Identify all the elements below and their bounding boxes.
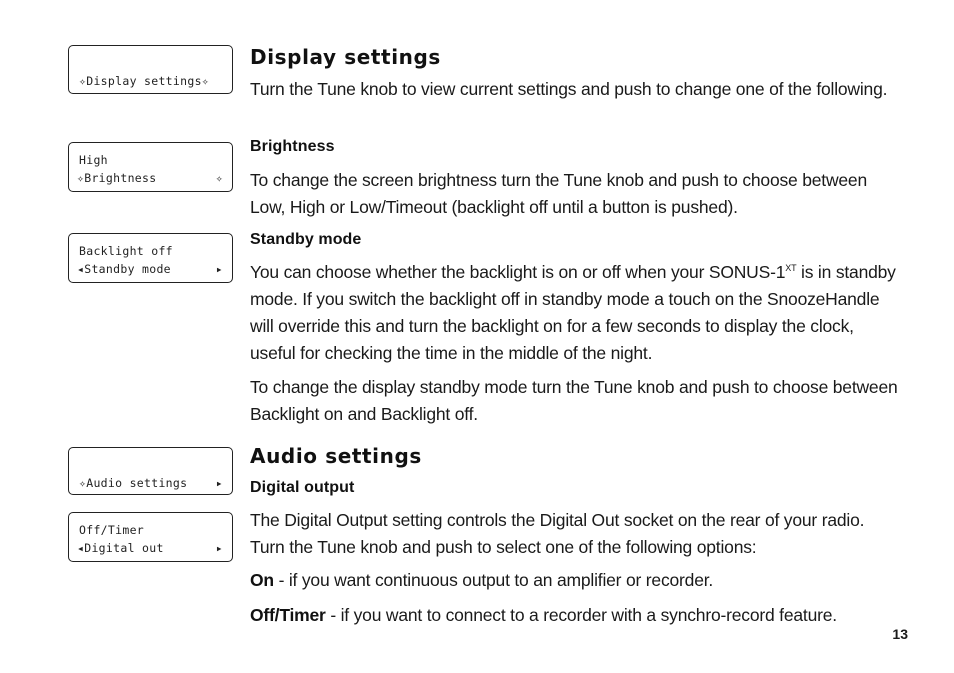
lcd-right-arrow-icon: ▸ [215,262,223,276]
standby-heading: Standby mode [250,231,362,248]
lcd-line2: ✧Display settings✧ [79,74,210,88]
audio-settings-heading: Audio settings [250,444,422,468]
digital-output-heading: Digital output [250,479,355,496]
model-superscript: XT [785,263,797,274]
page-number: 13 [892,626,908,642]
lcd-digital-out [68,512,233,562]
lcd-audio-settings [68,447,233,495]
option-on [250,567,900,594]
digital-output-text: The Digital Output setting controls the Digital Out socket on the rear of your radio. Turn the Tune knob and push to select one of the following options: [250,510,865,557]
option-off-text: - if you want to connect to a recorder with a synchro-record feature. [325,605,837,625]
lcd-line1: High [79,153,108,167]
brightness-text: To change the screen brightness turn the Tune knob and push to choose between Low, High or Low/Timeout (backlight off until a button is pushed). [250,170,867,217]
option-on-text: - if you want continuous output to an amplifier or recorder. [273,570,714,590]
lcd-line2: ◂Standby mode [77,262,171,276]
lcd-brightness [68,142,233,192]
lcd-right-arrow-icon: ✧ [215,171,223,185]
lcd-line1: Off/Timer [79,523,145,537]
standby-text-2: To change the display standby mode turn the Tune knob and push to choose between Backlight on and Backlight off. [250,377,898,424]
display-settings-intro: Turn the Tune knob to view current settings and push to change one of the following. [250,79,888,99]
option-off-label: Off/Timer [250,605,326,625]
option-off-timer [250,602,900,629]
brightness-heading: Brightness [250,138,335,155]
lcd-right-arrow-icon: ▸ [215,541,223,555]
lcd-line2: ◂Digital out [77,541,164,555]
lcd-right-arrow-icon: ▸ [215,476,223,490]
lcd-standby-mode [68,233,233,283]
lcd-display-settings [68,45,233,94]
lcd-line2: ✧Audio settings [79,476,188,490]
lcd-line1: Backlight off [79,244,173,258]
display-settings-heading: Display settings [250,45,441,69]
standby-text [250,259,900,367]
standby-text-a: You can choose whether the backlight is on or off when your SONUS-1 [250,262,786,282]
option-on-label: On [250,570,274,590]
lcd-line2: ✧Brightness [77,171,157,185]
standby-text-b: is in standby mode. If you switch the backlight off in standby mode a touch on the SnoozeHandle will override this and turn the backlight on for a few seconds to display the clock, useful for checking the time in the middle of the night. [250,262,896,363]
